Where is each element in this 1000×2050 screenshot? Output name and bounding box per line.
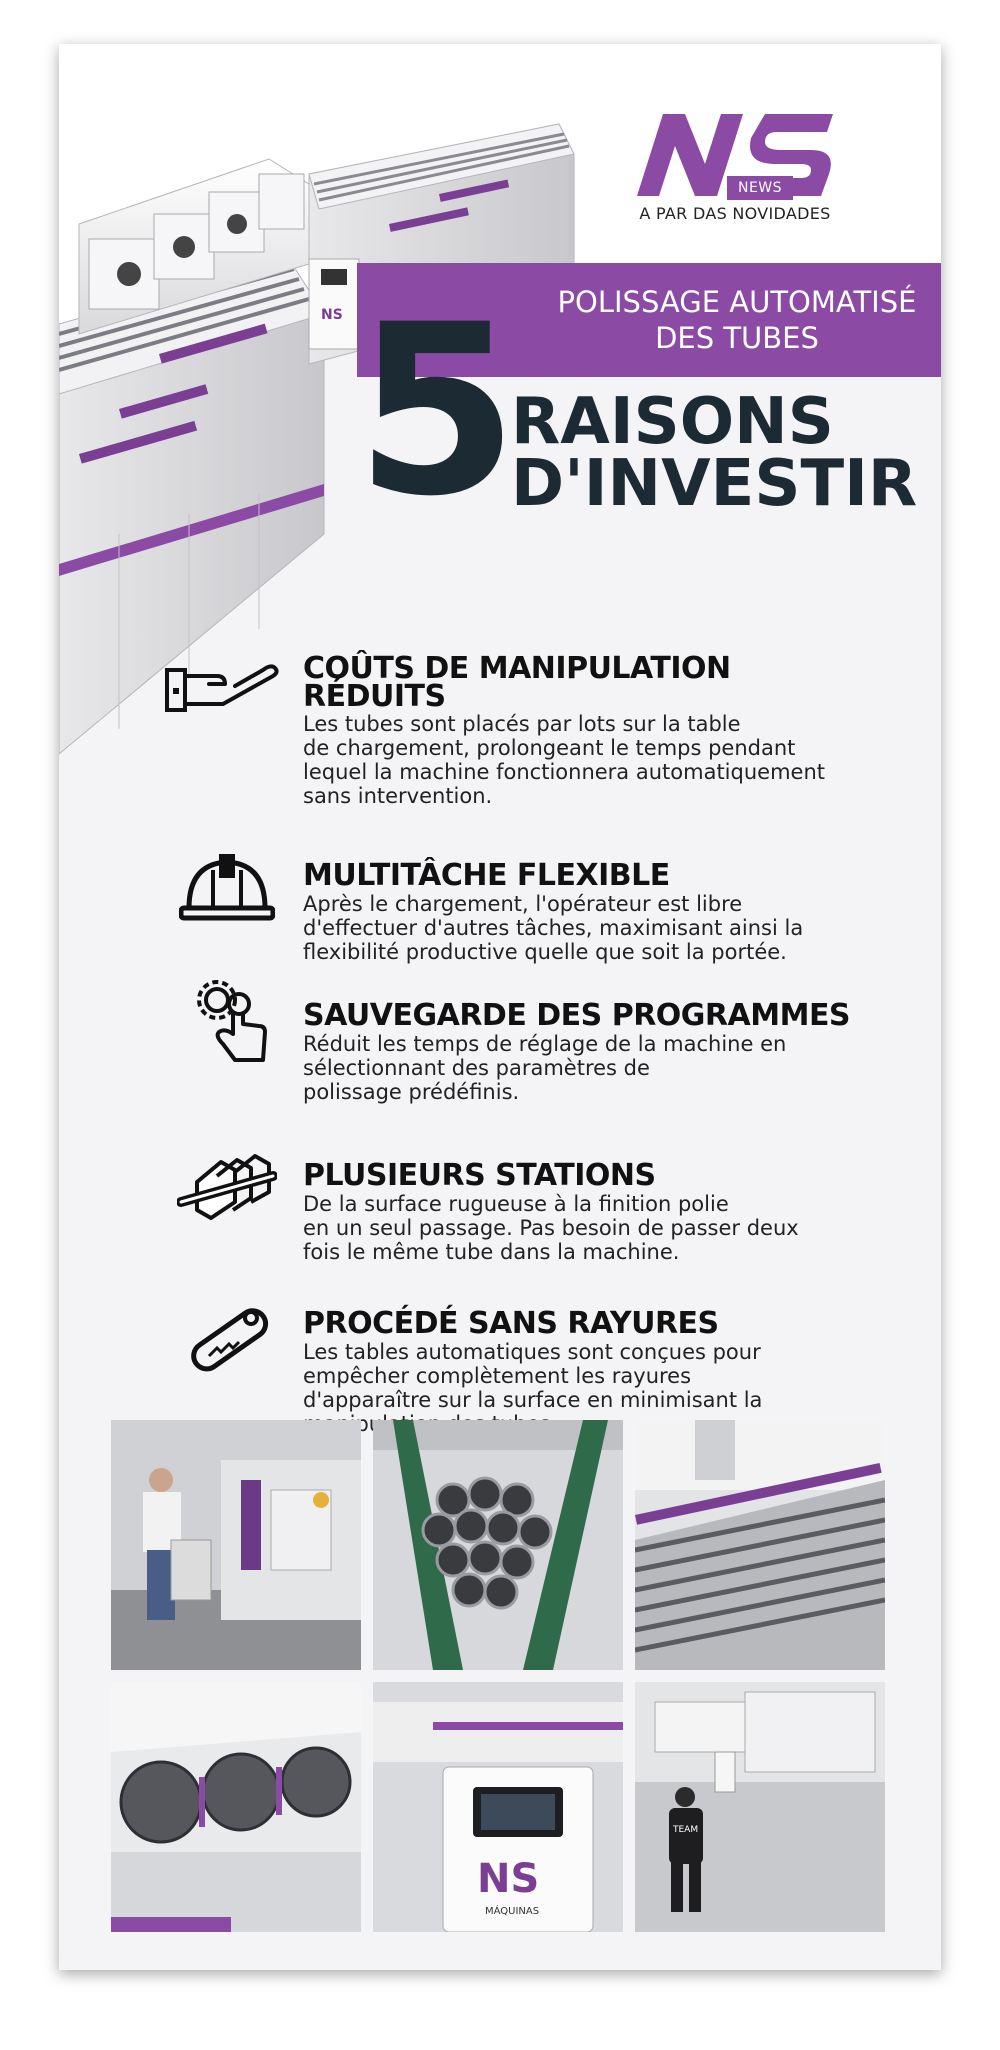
feature-title [303,651,903,714]
svg-text:NS: NS [321,307,343,323]
logo-news-tag: NEWS [727,176,793,200]
headline-line-2: D'INVESTIR [511,447,918,521]
feature-title-line: RÉDUITS [303,679,446,714]
photo-tube-bundle [373,1420,623,1670]
ns-logo [615,104,855,234]
flyer-card [59,44,941,1970]
svg-text:NS: NS [477,1856,540,1902]
feature-body: De la surface rugueuse à la finition polie en un seul passage. Pas besoin de passer deux fois le même tube dans la machine. [303,1192,799,1264]
stations-icon [177,1152,277,1224]
feature-body: Les tubes sont placés par lots sur la table de chargement, prolongeant le temps pendant lequel la machine fonctionnera automatiquement sans intervention. [303,712,825,808]
feature-title-line: COÛTS DE MANIPULATION [303,651,731,686]
feature-title: MULTITÂCHE FLEXIBLE [303,858,670,893]
headline-line-1: RAISONS [511,385,834,459]
banner-text [533,263,941,377]
photo-tube-table [635,1420,885,1670]
photo-polishing-heads [111,1682,361,1932]
photo-control-panel [373,1682,623,1932]
feature-title: PLUSIEURS STATIONS [303,1158,656,1193]
feature-body: Après le chargement, l'opérateur est libre d'effectuer d'autres tâches, maximisant ainsi la flexibilité productive quelle que soit la portée. [303,892,804,964]
banner-line-2: DES TUBES [655,321,819,355]
feature-title: PROCÉDÉ SANS RAYURES [303,1306,719,1341]
photo-team-label: TEAM [673,1825,699,1835]
banner-line-1: POLISSAGE AUTOMATISÉ [557,285,917,319]
hard-hat-icon [179,850,275,922]
tube-icon [185,1298,271,1378]
hand-icon [165,662,283,718]
logo-tagline: A PAR DAS NOVIDADES [639,204,831,223]
feature-body: Les tables automatiques sont conçues pour empêcher complètement les rayures d'apparaître sur la surface en minimisant la manipulation [303,1340,763,1436]
headline-number: 5 [355,275,513,548]
feature-title: SAUVEGARDE DES PROGRAMMES [303,998,851,1033]
photo-control-panel-label: MÁQUINAS [485,1906,540,1917]
headline [511,385,918,521]
photo-team-member [635,1682,885,1932]
feature-body: Réduit les temps de réglage de la machine en sélectionnant des paramètres de polissage prédéfinis. [303,1032,787,1104]
gear-touch-icon [187,972,269,1068]
photo-operator [111,1420,361,1670]
